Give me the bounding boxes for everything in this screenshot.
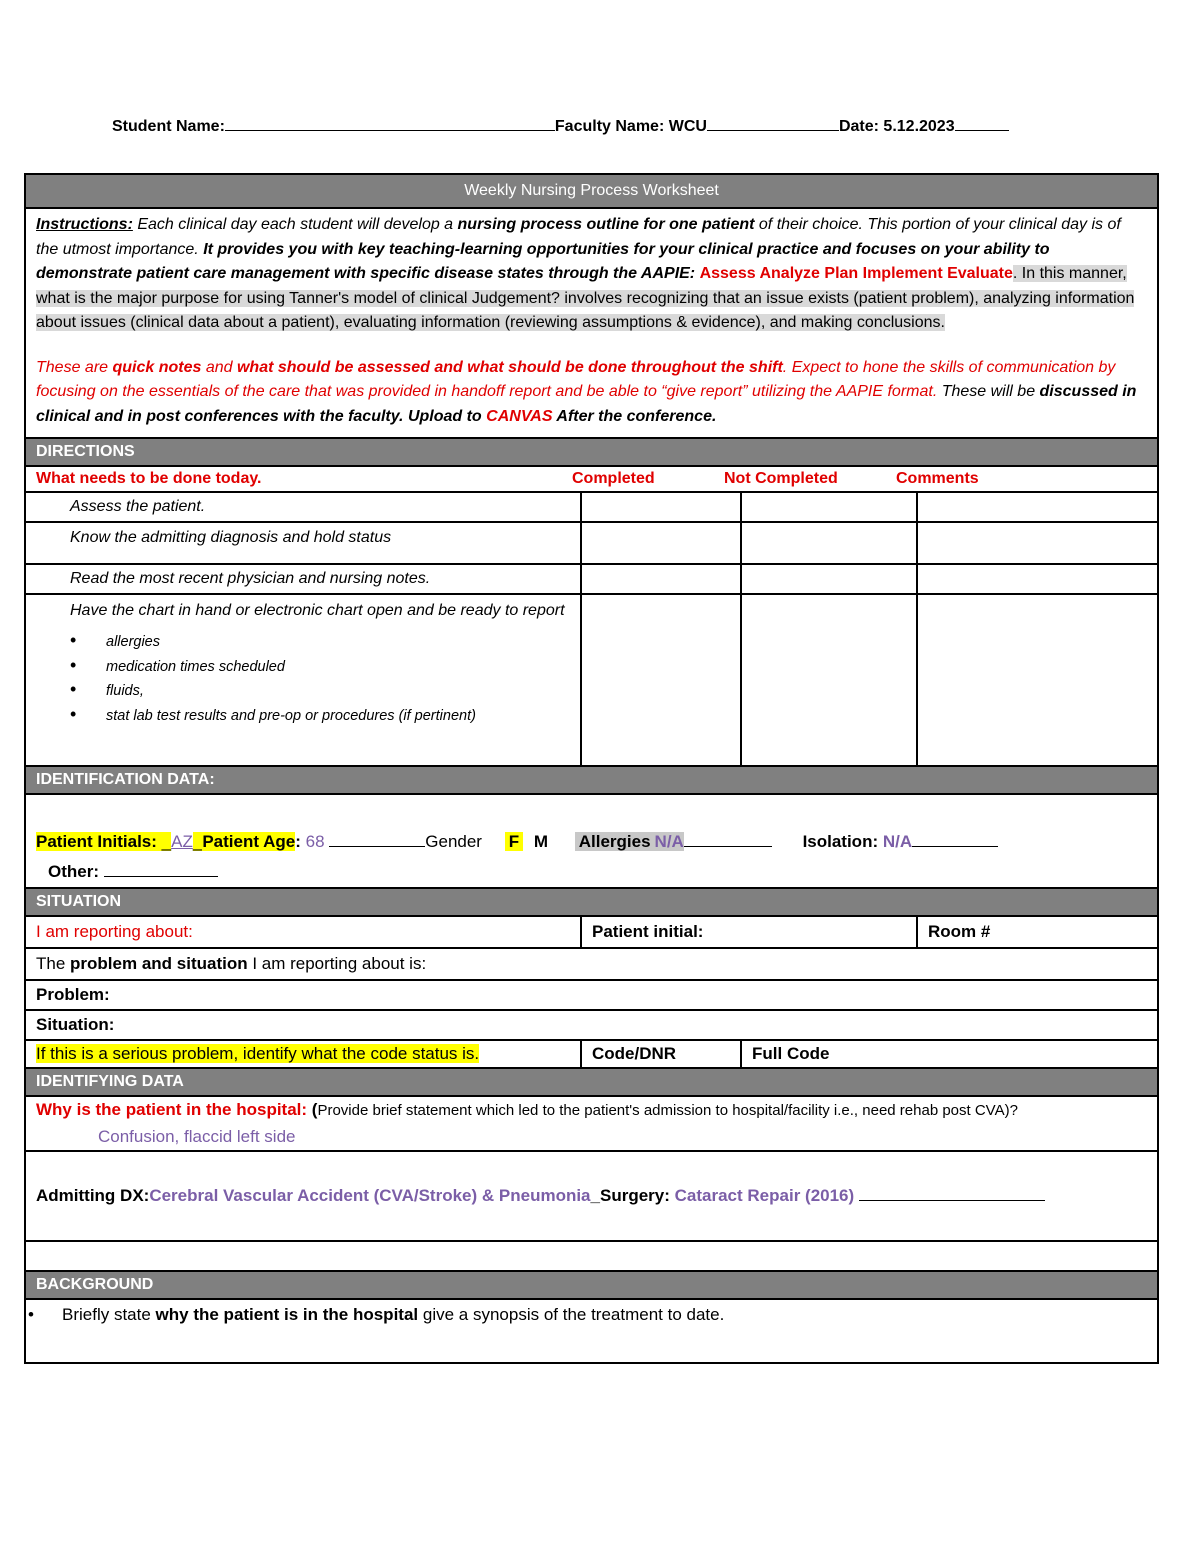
worksheet-title: Weekly Nursing Process Worksheet bbox=[25, 174, 1158, 208]
why-hospital-line bbox=[36, 1097, 1147, 1124]
task-assess-comments-cell[interactable] bbox=[917, 492, 1158, 522]
other-line[interactable] bbox=[104, 862, 218, 877]
student-name-line[interactable] bbox=[225, 116, 555, 131]
identification-data bbox=[25, 794, 1158, 888]
why-hospital-label: Why is the patient in the hospital: bbox=[36, 1100, 308, 1119]
task-diagnosis-comments-cell[interactable] bbox=[917, 522, 1158, 564]
identification-line-1: Patient Initials: _AZ_Patient Age: 68 Gender F M Allergies N/A Isolation: N/A bbox=[36, 827, 1147, 857]
instructions-text-2: of their choice. This portion of your clinical day is of the utmost importance. bbox=[36, 216, 1121, 258]
why-hospital-cell[interactable] bbox=[25, 1096, 1158, 1151]
task-chart-not-completed-cell[interactable] bbox=[741, 594, 917, 766]
task-assess-not-completed-cell[interactable] bbox=[741, 492, 917, 522]
instructions bbox=[25, 208, 1158, 438]
identification-line-2 bbox=[36, 857, 1147, 887]
hone-skills-text: . Expect to hone the skills of communication by focusing on the essentials of the care that was provided in handoff report and be able to “give report” utilizing the AAPIE format. bbox=[36, 358, 1116, 400]
task-diagnosis-not-completed-cell[interactable] bbox=[741, 522, 917, 564]
patient-initial-label[interactable]: Patient initial: bbox=[581, 916, 917, 948]
problem-label[interactable]: Problem: bbox=[25, 980, 1158, 1010]
code-status-prompt-cell bbox=[25, 1040, 581, 1068]
instructions-paragraph-2 bbox=[36, 356, 1147, 430]
faculty-name-label: Faculty Name: bbox=[554, 118, 665, 135]
why-hospital-row bbox=[25, 1096, 1158, 1151]
quick-notes: quick notes bbox=[112, 358, 202, 376]
why-hospital-value[interactable]: Confusion, flaccid left side bbox=[98, 1127, 296, 1146]
instructions-paragraph-1 bbox=[36, 213, 1147, 336]
task-row bbox=[25, 564, 1158, 594]
situation-section-header: SITUATION bbox=[25, 888, 1158, 916]
code-status-prompt: If this is a serious problem, identify what the code status is. bbox=[36, 1044, 480, 1063]
gender-m[interactable]: M bbox=[533, 832, 548, 851]
upload-text: . Upload to bbox=[399, 407, 487, 425]
identifying-header-row bbox=[25, 1068, 1158, 1096]
background-header-row bbox=[25, 1271, 1158, 1299]
after-conference-text: After the conference. bbox=[552, 407, 717, 425]
background-section-header: BACKGROUND bbox=[25, 1271, 1158, 1299]
situation-row-5 bbox=[25, 1040, 1158, 1068]
other-label: Other: bbox=[48, 862, 99, 881]
background-emphasis: why the patient is in the hospital bbox=[155, 1305, 419, 1324]
situation-label[interactable]: Situation: bbox=[25, 1010, 1158, 1040]
list-item: • allergies bbox=[106, 629, 570, 654]
isolation-value[interactable]: N/A bbox=[882, 832, 913, 851]
list-item: • fluids, bbox=[106, 678, 570, 703]
task-diagnosis-completed-cell[interactable] bbox=[581, 522, 741, 564]
task-row bbox=[25, 492, 1158, 522]
reporting-about-label: I am reporting about: bbox=[25, 916, 581, 948]
col-not-completed: Not Completed bbox=[724, 470, 838, 487]
aapie-steps: Assess Analyze Plan Implement Evaluate bbox=[699, 265, 1013, 282]
patient-age-label: Patient Age bbox=[202, 832, 296, 851]
task-assess-completed-cell[interactable] bbox=[581, 492, 741, 522]
canvas-text: CANVAS bbox=[486, 407, 553, 425]
list-item: • medication times scheduled bbox=[106, 654, 570, 679]
background-cell[interactable] bbox=[25, 1299, 1158, 1363]
code-dnr-option[interactable]: Code/DNR bbox=[581, 1040, 741, 1068]
admitting-dx-label: Admitting DX: bbox=[36, 1186, 150, 1205]
instructions-emphasis-2: It provides you with key teaching-learning opportunities for your clinical practice and focuses on your ability to demonstrate patient care management with specific disease states through the AAPIE: bbox=[36, 240, 1050, 282]
task-notes-completed-cell[interactable] bbox=[581, 564, 741, 594]
notes-and: and bbox=[201, 358, 237, 376]
background-text-a: Briefly state bbox=[62, 1305, 156, 1324]
allergies-label: Allergies bbox=[575, 832, 655, 851]
surgery-line[interactable] bbox=[859, 1186, 1045, 1201]
task-notes-not-completed-cell[interactable] bbox=[741, 564, 917, 594]
problem-situation-text-c: I am reporting about is: bbox=[247, 954, 427, 973]
faculty-name-value: WCU bbox=[668, 118, 707, 135]
isolation-label: Isolation: bbox=[802, 832, 879, 851]
date-value: 5.12.2023 bbox=[883, 118, 955, 135]
situation-row-4 bbox=[25, 1010, 1158, 1040]
directions-columns bbox=[25, 466, 1158, 492]
isolation-line[interactable] bbox=[912, 832, 998, 847]
task-assess: Assess the patient. bbox=[25, 492, 581, 522]
task-diagnosis: Know the admitting diagnosis and hold status bbox=[25, 522, 581, 564]
background-row bbox=[25, 1299, 1158, 1363]
situation-row-2 bbox=[25, 948, 1158, 980]
title-row bbox=[25, 174, 1158, 208]
faculty-name-line[interactable] bbox=[707, 116, 839, 131]
admitting-dx-value[interactable]: Cerebral Vascular Accident (CVA/Stroke) & Pneumonia bbox=[149, 1186, 591, 1205]
identification-section-header: IDENTIFICATION DATA: bbox=[25, 766, 1158, 794]
surgery-value[interactable]: Cataract Repair (2016) bbox=[674, 1186, 855, 1205]
instructions-text-1: Each clinical day each student will develop a bbox=[132, 216, 458, 233]
task-row bbox=[25, 522, 1158, 564]
problem-situation-text-a: The bbox=[36, 954, 71, 973]
instructions-row bbox=[25, 208, 1158, 438]
discussed-emphasis: discussed in clinical and in post conferences with the faculty bbox=[36, 383, 1137, 425]
date-label: Date: bbox=[838, 118, 879, 135]
allergies-value[interactable]: N/A bbox=[654, 832, 684, 851]
gender-f[interactable]: F bbox=[505, 832, 523, 851]
patient-initials-label: Patient Initials: bbox=[36, 832, 157, 851]
col-completed: Completed bbox=[572, 470, 655, 487]
admitting-dx-row bbox=[25, 1151, 1158, 1241]
empty-row bbox=[25, 1241, 1158, 1271]
discussed-intro: These will be bbox=[937, 383, 1040, 400]
student-name-label: Student Name: bbox=[112, 118, 225, 135]
directions-header-row bbox=[25, 438, 1158, 466]
identifying-section-header: IDENTIFYING DATA bbox=[25, 1068, 1158, 1096]
room-number-label[interactable]: Room # bbox=[917, 916, 1158, 948]
date-line[interactable] bbox=[955, 116, 1009, 131]
task-row bbox=[25, 594, 1158, 766]
patient-age-value[interactable]: 68 bbox=[305, 832, 325, 851]
situation-row-3 bbox=[25, 980, 1158, 1010]
task-notes-comments-cell[interactable] bbox=[917, 564, 1158, 594]
background-text-c: give a synopsis of the treatment to date. bbox=[418, 1305, 725, 1324]
patient-initials-value[interactable]: AZ bbox=[171, 832, 193, 851]
directions-column-headers bbox=[25, 466, 1158, 492]
surgery-label: Surgery: bbox=[599, 1186, 670, 1205]
situation-header-row bbox=[25, 888, 1158, 916]
problem-situation-emphasis: problem and situation bbox=[70, 954, 248, 973]
allergies-line[interactable] bbox=[684, 832, 772, 847]
worksheet-form bbox=[24, 173, 1159, 1364]
task-read-notes: Read the most recent physician and nursing notes. bbox=[25, 564, 581, 594]
list-item: • stat lab test results and pre-op or procedures (if pertinent) bbox=[106, 703, 570, 728]
patient-age-line[interactable] bbox=[329, 832, 425, 847]
task-chart-text: Have the chart in hand or electronic chart open and be ready to report bbox=[70, 602, 565, 619]
report-items-list bbox=[70, 629, 570, 727]
directions-section-header: DIRECTIONS bbox=[25, 438, 1158, 466]
identification-row bbox=[25, 794, 1158, 888]
full-code-option[interactable]: Full Code bbox=[741, 1040, 1158, 1068]
why-hospital-paren: ( bbox=[307, 1100, 318, 1119]
blank-cell[interactable] bbox=[25, 1241, 1158, 1271]
notes-intro: These are bbox=[36, 358, 113, 376]
situation-row-1 bbox=[25, 916, 1158, 948]
gender-label: Gender bbox=[425, 832, 482, 851]
admitting-dx-cell[interactable]: Admitting DX:Cerebral Vascular Accident (CVA/Stroke) & Pneumonia_Surgery: Cataract Repair (2016) bbox=[25, 1151, 1158, 1241]
worksheet-header bbox=[112, 116, 1009, 136]
problem-situation-cell[interactable] bbox=[25, 948, 1158, 980]
col-task: What needs to be done today. bbox=[36, 470, 262, 487]
bullet-icon: • bbox=[28, 1305, 34, 1324]
task-chart-comments-cell[interactable] bbox=[917, 594, 1158, 766]
identification-header-row bbox=[25, 766, 1158, 794]
assess-emphasis: what should be assessed and what should be done throughout the shift bbox=[236, 358, 783, 376]
col-comments: Comments bbox=[896, 470, 979, 487]
why-hospital-hint: Provide brief statement which led to the patient's admission to hospital/facility i.e., need rehab post CVA)? bbox=[317, 1102, 1018, 1119]
task-chart-completed-cell[interactable] bbox=[581, 594, 741, 766]
tanner-model-text: . In this manner, what is the major purpose for using Tanner's model of clinical Judgement? involves recognizing that an issue exists (patient problem), analyzing information about issues (clinical data about a patient), evaluating information (reviewing assumptions & evidence), and making conclusions. bbox=[36, 265, 1135, 331]
task-chart bbox=[25, 594, 581, 766]
instructions-label: Instructions: bbox=[36, 216, 133, 233]
instructions-emphasis-1: nursing process outline for one patient bbox=[457, 216, 755, 233]
